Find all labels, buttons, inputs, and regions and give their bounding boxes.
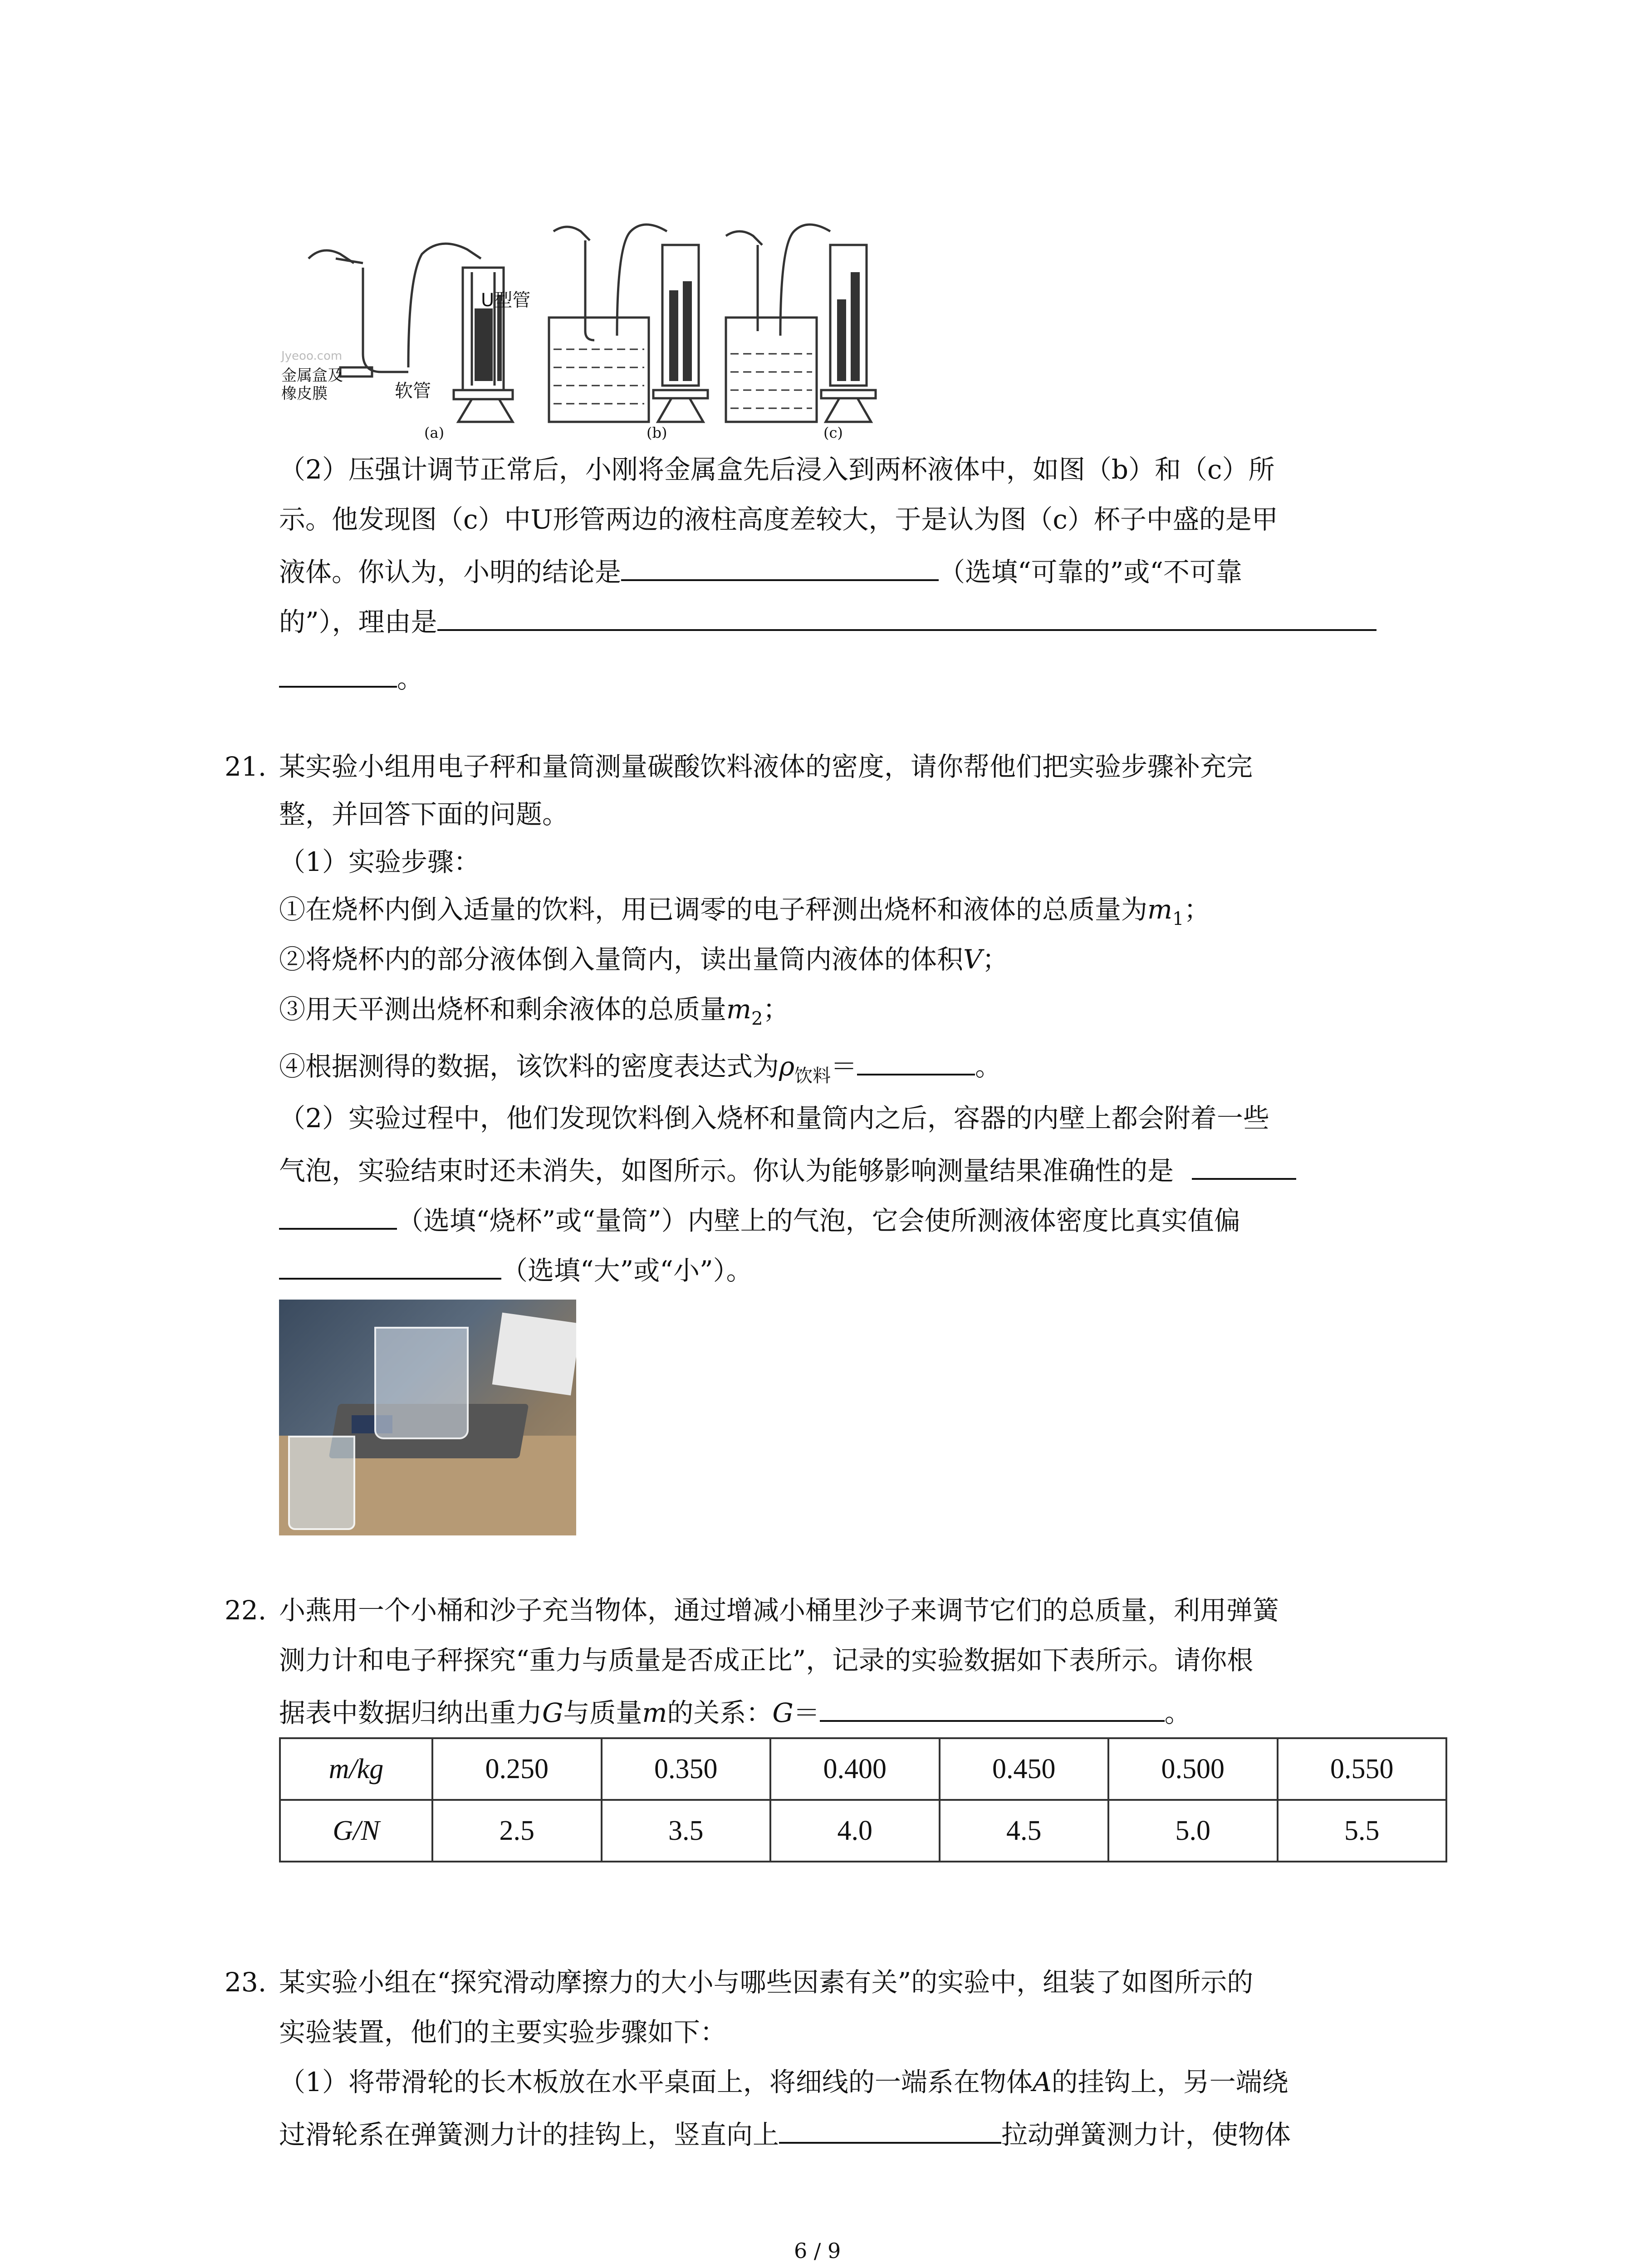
- q20-line4: [279, 601, 1376, 640]
- q22-var-G: G: [542, 1697, 563, 1728]
- table-cell: 0.350: [602, 1738, 771, 1800]
- beaker-scale-photo: [279, 1300, 576, 1535]
- q22-line3-c: 的关系：: [667, 1697, 773, 1728]
- q21-step2-text: ②将烧杯内的部分液体倒入量筒内，读出量筒内液体的体积: [279, 944, 964, 975]
- q23-line3: [279, 2064, 1288, 2100]
- table-cell: 0.550: [1278, 1738, 1447, 1800]
- answer-blank-relation[interactable]: [820, 1692, 1165, 1722]
- q20-line4-text: 的”），理由是: [279, 606, 437, 637]
- q21-part2-line1: （2）实验过程中，他们发现饮料倒入烧杯和量筒内之后，容器的内壁上都会附着一些: [279, 1103, 1269, 1134]
- photo-paper: [492, 1313, 576, 1396]
- q21-line1: 某实验小组用电子秤和量筒测量碳酸饮料液体的密度，请你帮他们把实验步骤补充完: [279, 751, 1253, 782]
- q20-line3-text: 液体。你认为，小明的结论是: [279, 557, 622, 587]
- table-cell: 0.400: [770, 1738, 940, 1800]
- q20-line5: [279, 658, 423, 697]
- q20-line1: （2）压强计调节正常后，小刚将金属盒先后浸入到两杯液体中，如图（b）和（c）所: [279, 454, 1275, 485]
- q21-step4-var: ρ: [779, 1051, 795, 1082]
- q21-step2-var: V: [963, 944, 982, 975]
- figure-watermark: Jyeoo.com: [281, 349, 343, 363]
- figure-caption-c: (c): [823, 424, 843, 441]
- q21-part2-line3: [279, 1200, 1240, 1239]
- table-row: [280, 1738, 1446, 1800]
- q21-step1-sub: 1: [1172, 909, 1184, 929]
- table-cell: 3.5: [602, 1800, 771, 1862]
- q22-line3-b: 与质量: [563, 1697, 642, 1728]
- q22-line3: [279, 1692, 1191, 1731]
- answer-blank-container[interactable]: [1192, 1150, 1296, 1180]
- table-cell: 5.5: [1278, 1800, 1447, 1862]
- page-number: 6 / 9: [794, 2239, 841, 2263]
- figure-caption-b: (b): [647, 424, 667, 441]
- q22-line2: 测力计和电子秤探究“重力与质量是否成正比”，记录的实验数据如下表所示。请你根: [279, 1645, 1254, 1676]
- q22-var-G2: G: [772, 1697, 794, 1728]
- q23-line1: 某实验小组在“探究滑动摩擦力的大小与哪些因素有关”的实验中，组装了如图所示的: [279, 1967, 1254, 1998]
- table-cell: 0.450: [940, 1738, 1109, 1800]
- q23-var-A: A: [1032, 2067, 1052, 2097]
- pressure-gauge-figure: [272, 218, 930, 454]
- q21-step3-var: m: [726, 994, 752, 1025]
- table-cell: 4.0: [770, 1800, 940, 1862]
- q21-step1-text: ①在烧杯内倒入适量的饮料，用已调零的电子秤测出烧杯和液体的总质量为: [279, 894, 1148, 925]
- q21-step4-end: 。: [975, 1051, 1002, 1082]
- q22-line3-eq: ＝: [793, 1697, 820, 1728]
- answer-blank-reason[interactable]: [437, 601, 1376, 631]
- photo-beaker-small: [288, 1436, 355, 1530]
- answer-blank-motion[interactable]: [779, 2114, 1001, 2144]
- table-header-weight: G/N: [280, 1800, 432, 1862]
- q21-step4-sub: 饮料: [794, 1066, 831, 1086]
- figure-caption-a: (a): [424, 424, 445, 441]
- q21-step1: [279, 891, 1210, 937]
- q20-line2: 示。他发现图（c）中U形管两边的液柱高度差较大，于是认为图（c）杯子中盛的是甲: [279, 504, 1278, 535]
- q23-line3-a: （1）将带滑轮的长木板放在水平桌面上，将细线的一端系在物体: [279, 2067, 1033, 2097]
- figure-label-hose: 软管: [395, 381, 431, 401]
- q21-step3-sub: 2: [751, 1008, 763, 1029]
- q22-line3-a: 据表中数据归纳出重力: [279, 1697, 543, 1728]
- q20-line3-hint: （选填“可靠的”或“不可靠: [939, 557, 1242, 587]
- q23-line4: [279, 2114, 1291, 2153]
- q22-number: 22.: [225, 1595, 267, 1626]
- q21-step3-text: ③用天平测出烧杯和剩余液体的总质量: [279, 994, 727, 1025]
- q21-step3: [279, 991, 789, 1037]
- q21-line2: 整，并回答下面的问题。: [279, 799, 569, 830]
- q21-part2-line2: [279, 1150, 1296, 1189]
- q21-step2-end: ；: [982, 944, 1009, 975]
- q21-part2-line2-text: 气泡，实验结束时还未消失，如图所示。你认为能够影响测量结果准确性的是: [279, 1155, 1174, 1186]
- answer-blank-bias[interactable]: [279, 1250, 501, 1280]
- q23-line4-a: 过滑轮系在弹簧测力计的挂钩上，竖直向上: [279, 2119, 779, 2150]
- table-header-mass: m/kg: [280, 1738, 432, 1800]
- table-cell: 2.5: [432, 1800, 602, 1862]
- q21-step4: [279, 1046, 1001, 1094]
- q21-step2: [279, 941, 1009, 978]
- q21-step4-eq: ＝: [831, 1051, 857, 1082]
- q22-line1: 小燕用一个小桶和沙子充当物体，通过增减小桶里沙子来调节它们的总质量，利用弹簧: [279, 1595, 1279, 1626]
- q23-number: 23.: [225, 1967, 267, 1998]
- q21-step4-text: ④根据测得的数据，该饮料的密度表达式为: [279, 1051, 779, 1082]
- q21-part2-line4-text: （选填“大”或“小”）。: [501, 1255, 753, 1286]
- photo-beaker-main: [374, 1327, 469, 1439]
- q20-line3: [279, 551, 1242, 590]
- q22-var-m: m: [642, 1697, 667, 1728]
- q23-line3-b: 的挂钩上，另一端绕: [1051, 2067, 1288, 2097]
- q21-number: 21.: [225, 751, 267, 782]
- q21-part2-line3-text: （选填“烧杯”或“量筒”）内壁上的气泡，它会使所测液体密度比真实值偏: [397, 1205, 1240, 1236]
- q21-part2-line4: [279, 1250, 753, 1289]
- answer-blank-conclusion[interactable]: [621, 551, 939, 581]
- q21-step-title: （1）实验步骤：: [279, 846, 480, 877]
- table-cell: 4.5: [940, 1800, 1109, 1862]
- q22-line3-end: 。: [1164, 1697, 1191, 1728]
- q21-step1-var: m: [1147, 894, 1173, 925]
- table-cell: 5.0: [1108, 1800, 1278, 1862]
- mass-weight-table: [279, 1737, 1447, 1862]
- q20-line5-end: 。: [397, 663, 424, 694]
- answer-blank-container-cont[interactable]: [279, 1200, 397, 1230]
- table-cell: 0.250: [432, 1738, 602, 1800]
- table-cell: 0.500: [1108, 1738, 1278, 1800]
- figure-label-box2: 橡皮膜: [281, 385, 328, 403]
- answer-blank-reason-cont[interactable]: [279, 658, 397, 688]
- q21-step1-end: ；: [1184, 894, 1210, 925]
- figure-label-utube: U型管: [481, 290, 531, 311]
- q23-line2: 实验装置，他们的主要实验步骤如下：: [279, 2017, 727, 2048]
- figure-label-box: 金属盒及: [281, 367, 343, 385]
- q21-step3-end: ；: [763, 994, 789, 1025]
- table-row: [280, 1800, 1446, 1862]
- answer-blank-density[interactable]: [857, 1046, 975, 1075]
- q23-line4-b: 拉动弹簧测力计，使物体: [1001, 2119, 1291, 2150]
